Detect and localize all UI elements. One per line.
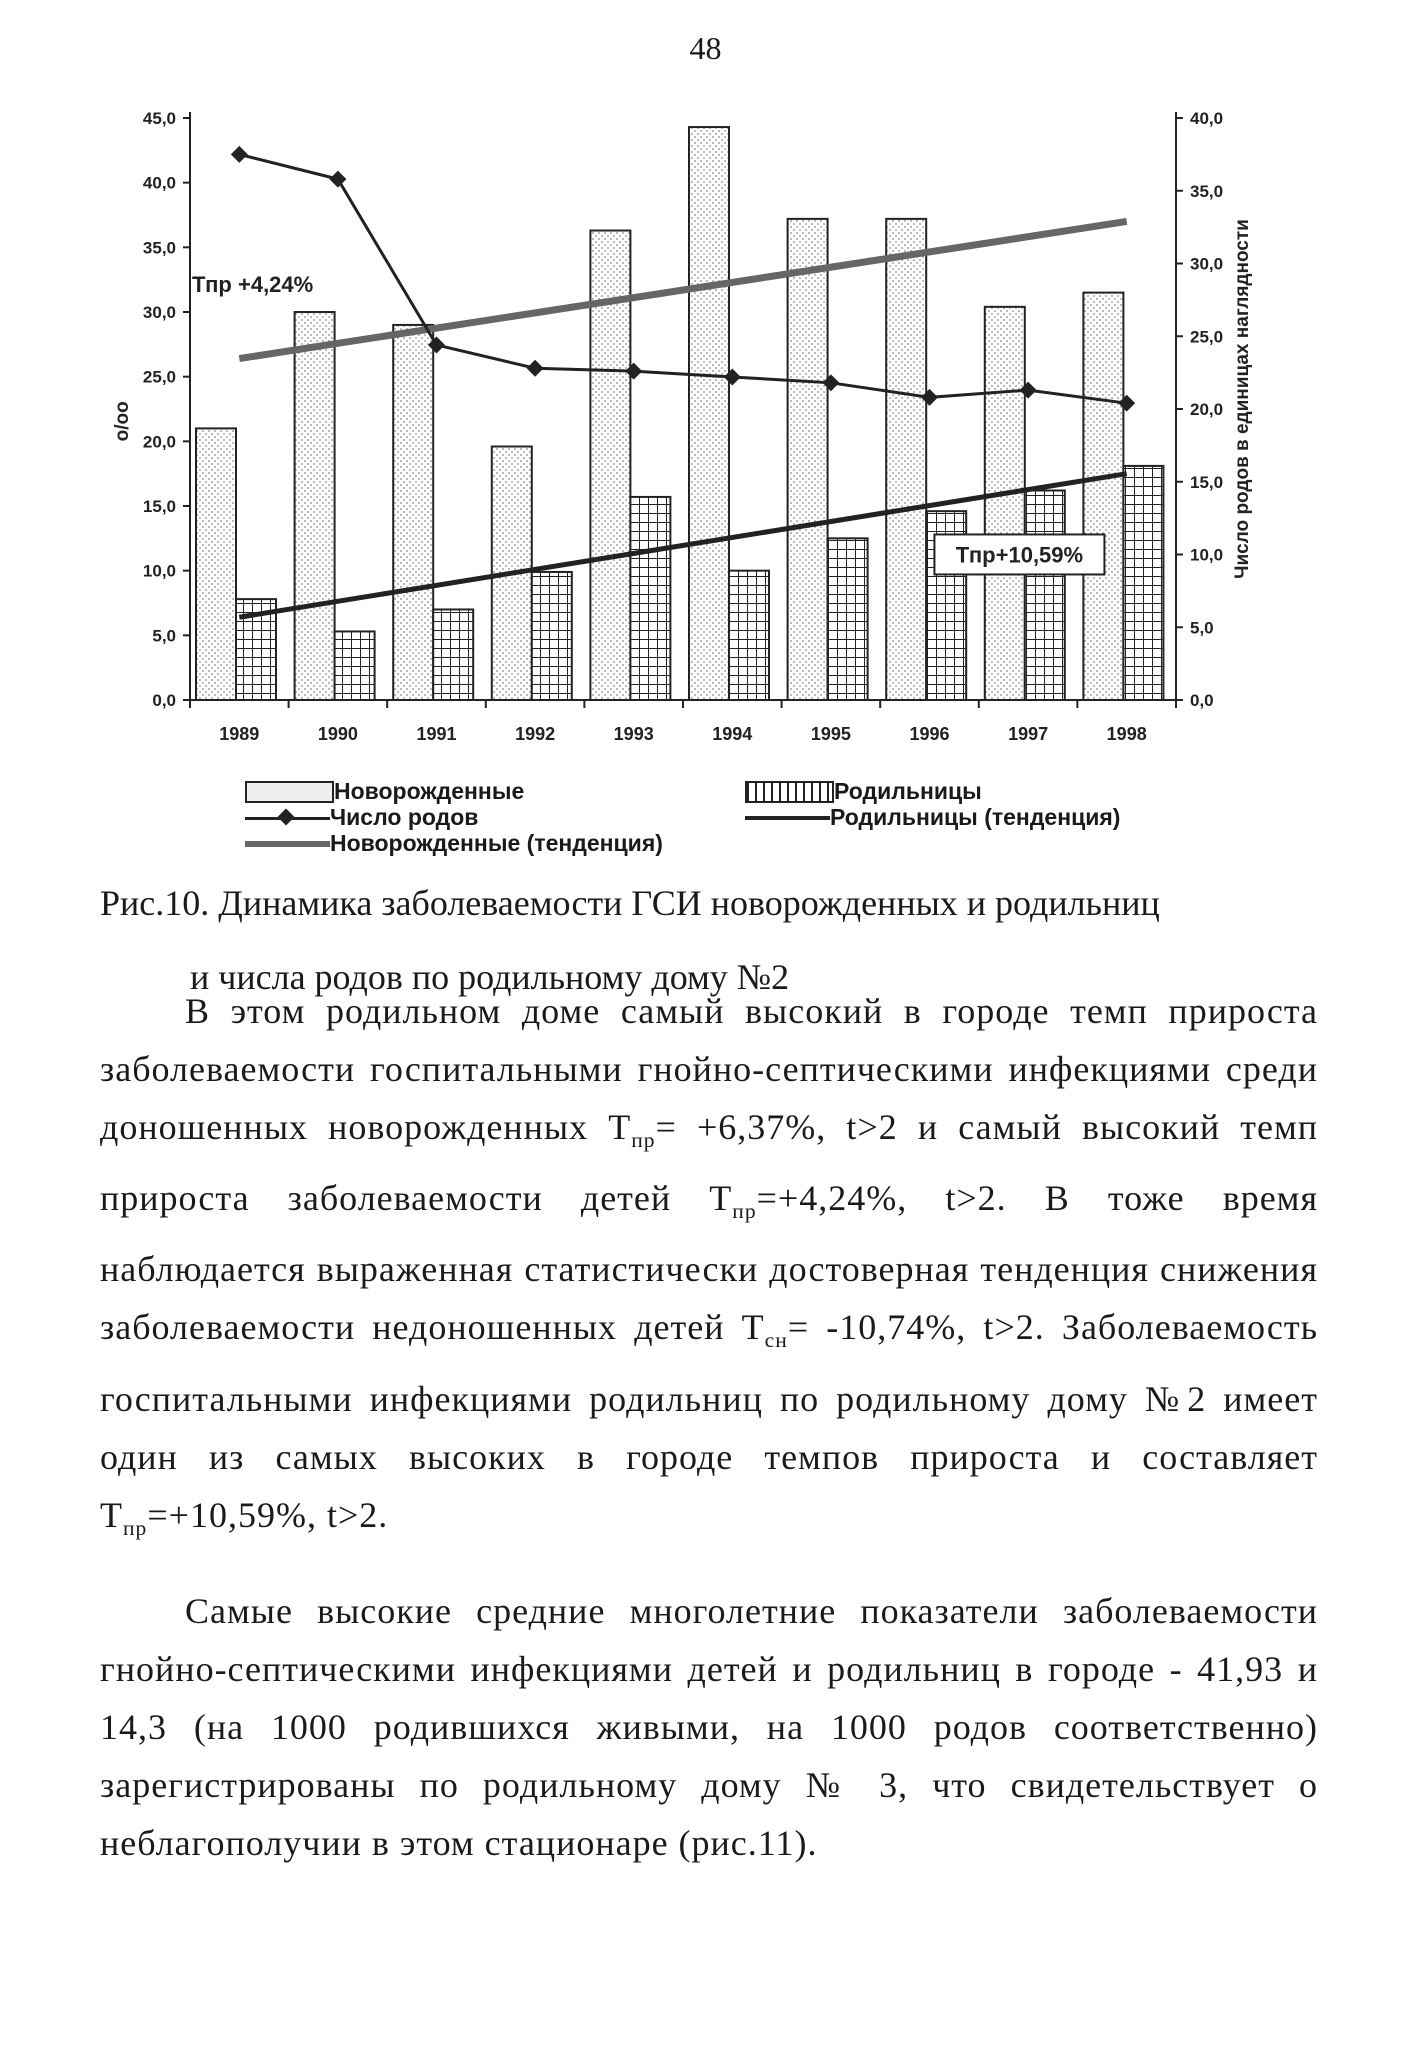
- y-left-axis-title: o/oo: [112, 401, 133, 442]
- legend-item-mothers: [745, 778, 982, 805]
- paragraph-1-part-4: = -10,74%, t>2. Заболеваемость госпитальными инфекциями родильниц по родильному дому №2 имеет один из самых высоких в городе темпов прироста и составляет Т: [100, 1307, 1318, 1535]
- left-tick-label: 25,0: [142, 367, 176, 387]
- legend-label-newborns: Новорожденные: [334, 778, 525, 804]
- left-tick-label: 30,0: [142, 303, 176, 322]
- x-tick-label: 1991: [416, 724, 457, 744]
- legend-item-births: [245, 804, 478, 831]
- bar-mothers: [1025, 490, 1065, 700]
- paragraph-1-part-1: В этом родильном доме самый высокий в городе темп прироста заболеваемости госпитальными гнойно-септическими инфекциями среди доношенных новорожденных Т: [100, 991, 1318, 1147]
- right-tick-label: 35,0: [1190, 181, 1224, 201]
- left-tick-label: 35,0: [142, 238, 176, 258]
- right-tick-label: 30,0: [1190, 254, 1224, 274]
- x-tick-label: 1995: [810, 724, 851, 744]
- left-tick-label: 0,0: [152, 691, 176, 710]
- annotation-mothers-growth: Тпр+10,59%: [955, 542, 1084, 568]
- paragraph-1-sub-4: пр: [123, 1515, 148, 1540]
- legend-swatch-newborns-trend: [245, 835, 330, 853]
- bar-newborns: [689, 127, 729, 700]
- bar-newborns: [886, 219, 926, 700]
- paragraph-1-part-2: = +6,37%, t>2 и самый высокий темп прироста заболеваемости детей Т: [100, 1107, 1318, 1219]
- legend-swatch-mothers-trend: [745, 809, 830, 827]
- caption-line-2: и числа родов по родильному дому №2: [190, 957, 790, 997]
- bar-mothers: [335, 631, 375, 700]
- left-tick-label: 15,0: [142, 497, 176, 516]
- x-tick-label: 1996: [909, 724, 950, 744]
- x-tick-label: 1994: [712, 724, 753, 744]
- right-tick-label: 20,0: [1190, 400, 1224, 419]
- left-tick-label: 5,0: [152, 626, 176, 646]
- bar-mothers: [433, 609, 473, 700]
- paragraph-1: [100, 982, 1318, 1557]
- y-right-axis-title: Число родов в единицах наглядности: [1232, 219, 1253, 579]
- legend-swatch-newborns: [245, 781, 334, 803]
- legend-label-mothers: Родильницы: [834, 778, 982, 804]
- legend-label-newborns-trend: Новорожденные (тенденция): [330, 830, 663, 856]
- paragraph-1-part-3: =+4,24%, t>2. В тоже время наблюдается выраженная статистически достоверная тенденция снижения заболеваемости недоношенных детей Т: [100, 1178, 1319, 1348]
- legend-swatch-mothers: [745, 781, 834, 803]
- legend-label-mothers-trend: Родильницы (тенденция): [830, 804, 1121, 830]
- x-tick-label: 1997: [1008, 724, 1049, 744]
- x-tick-label: 1993: [613, 724, 654, 744]
- right-tick-label: 0,0: [1190, 691, 1214, 710]
- legend-item-newborns: [245, 778, 524, 805]
- right-tick-label: 25,0: [1190, 327, 1224, 347]
- births-point: [231, 146, 248, 163]
- caption-line-1: Рис.10. Динамика заболеваемости ГСИ новорожденных и родильниц: [100, 883, 1160, 923]
- bar-mothers: [729, 571, 769, 700]
- bar-mothers: [532, 572, 572, 700]
- bar-newborns: [788, 219, 828, 700]
- bar-newborns: [393, 325, 433, 700]
- legend-label-births: Число родов: [330, 804, 479, 830]
- paragraph-1-sub-1: пр: [631, 1128, 656, 1153]
- bar-mothers: [630, 497, 670, 700]
- paragraph-1-sub-3: сн: [764, 1328, 788, 1353]
- bar-newborns: [1083, 293, 1123, 700]
- births-point: [329, 171, 346, 188]
- x-tick-label: 1998: [1106, 724, 1147, 744]
- x-tick-label: 1992: [515, 724, 556, 744]
- left-tick-label: 45,0: [142, 109, 176, 128]
- x-tick-label: 1990: [317, 724, 358, 744]
- right-tick-label: 40,0: [1190, 109, 1224, 128]
- annotation-newborns-growth: Тпр +4,24%: [192, 272, 314, 298]
- left-tick-label: 20,0: [142, 432, 176, 452]
- right-tick-label: 15,0: [1190, 472, 1224, 492]
- paragraph-1-sub-2: пр: [732, 1199, 757, 1224]
- chart-legend: [245, 778, 1245, 858]
- bar-mothers: [1123, 466, 1163, 700]
- paragraph-1-part-5: =+10,59%, t>2.: [147, 1494, 389, 1535]
- bar-newborns: [295, 312, 335, 700]
- bar-newborns: [985, 307, 1025, 700]
- bar-newborns: [196, 428, 236, 700]
- right-tick-label: 10,0: [1190, 545, 1224, 565]
- legend-swatch-births: [245, 809, 330, 827]
- births-point: [527, 360, 544, 377]
- chart: [0, 0, 1411, 780]
- bar-mothers: [828, 538, 868, 700]
- left-tick-label: 40,0: [142, 173, 176, 193]
- left-tick-label: 10,0: [142, 561, 176, 581]
- right-tick-label: 5,0: [1190, 618, 1214, 638]
- legend-item-newborns-trend: [245, 830, 663, 857]
- x-tick-label: 1989: [219, 724, 260, 744]
- legend-item-mothers-trend: [745, 804, 1120, 831]
- page-number: 48: [689, 30, 722, 66]
- paragraph-2: Самые высокие средние многолетние показатели заболеваемости гнойно-септическими инфекциями детей и родильниц в городе - 41,93 и 14,3 (на 1000 родившихся живыми, на 1000 родов соответственно) зарегистрированы по родильному дому № 3, что свидетельствует о неблагополучии в этом стационаре (рис.11).: [100, 1591, 1318, 1863]
